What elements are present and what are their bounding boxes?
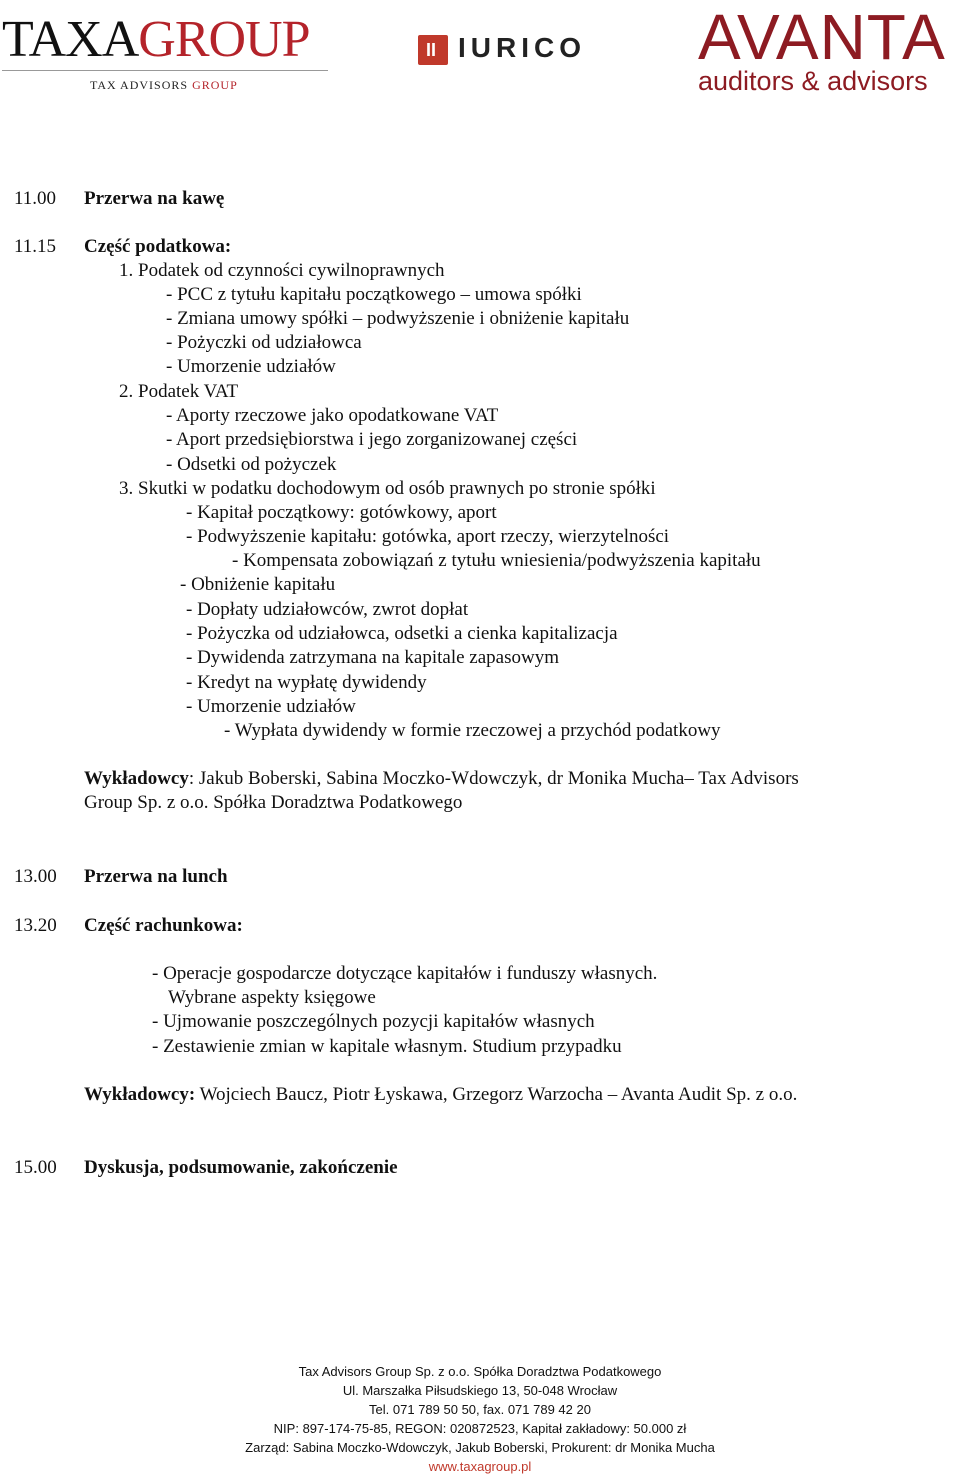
footer-phone: Tel. 071 789 50 50, fax. 071 789 42 20 — [369, 1402, 591, 1417]
accounting-item-cont: Wybrane aspekty księgowe — [168, 987, 376, 1008]
taxagroup-wordmark: TAXAGROUP — [2, 11, 310, 68]
iurico-mark-icon: II — [418, 35, 448, 65]
tax-item-3: 3. Skutki w podatku dochodowym od osób prawnych po stronie spółki — [119, 478, 656, 499]
accounting-lecturers: Wykładowcy: Wojciech Baucz, Piotr Łyskawa, Grzegorz Warzocha – Avanta Audit Sp. z o.o. — [84, 1084, 798, 1105]
tax-subitem: - Obniżenie kapitału — [180, 574, 336, 595]
tax-subitem: - Umorzenie udziałów — [166, 356, 336, 377]
tax-subitem: - Pożyczki od udziałowca — [166, 332, 362, 353]
footer-company: Tax Advisors Group Sp. z o.o. Spółka Doradztwa Podatkowego — [298, 1364, 662, 1379]
closing-time: 15.00 — [14, 1157, 57, 1178]
closing-title: Dyskusja, podsumowanie, zakończenie — [84, 1157, 398, 1178]
tax-item-2: 2. Podatek VAT — [119, 381, 239, 402]
tax-subitem: - Odsetki od pożyczek — [166, 454, 337, 475]
tax-subitem: - Dopłaty udziałowców, zwrot dopłat — [186, 599, 469, 620]
break1-title: Przerwa na kawę — [84, 188, 225, 209]
tax-time: 11.15 — [14, 236, 57, 257]
footer-board: Zarząd: Sabina Moczko-Wdowczyk, Jakub Boberski, Prokurent: dr Monika Mucha — [245, 1440, 715, 1455]
accounting-time: 13.20 — [14, 915, 57, 936]
tax-subitem: - Kapitał początkowy: gotówkowy, aport — [186, 502, 497, 523]
tax-item-1: 1. Podatek od czynności cywilnoprawnych — [119, 260, 445, 281]
tax-subitem: - Pożyczka od udziałowca, odsetki a cienka kapitalizacja — [186, 623, 618, 644]
footer-website-link[interactable]: www.taxagroup.pl — [428, 1459, 532, 1474]
tax-subitem: - Umorzenie udziałów — [186, 696, 356, 717]
accounting-title: Część rachunkowa: — [84, 915, 243, 936]
footer — [0, 1362, 960, 1476]
tax-title: Część podatkowa: — [84, 236, 232, 257]
accounting-item: - Zestawienie zmian w kapitale własnym. Studium przypadku — [152, 1036, 622, 1057]
tax-lecturers: Wykładowcy: Jakub Boberski, Sabina Moczko-Wdowczyk, dr Monika Mucha– Tax Advisors — [84, 768, 799, 789]
accounting-item: - Ujmowanie poszczególnych pozycji kapitałów własnych — [152, 1011, 595, 1032]
taxagroup-subtitle: TAX ADVISORS GROUP — [90, 78, 238, 92]
tax-subitem: - Podwyższenie kapitału: gotówka, aport rzeczy, wierzytelności — [186, 526, 670, 547]
tax-subitem: - PCC z tytułu kapitału początkowego – umowa spółki — [166, 284, 582, 305]
taxagroup-logo — [2, 8, 332, 98]
tax-lecturers-cont: Group Sp. z o.o. Spółka Doradztwa Podatkowego — [84, 792, 463, 813]
iurico-logo: IURICO — [458, 32, 586, 63]
tax-subitem: - Kredyt na wypłatę dywidendy — [186, 672, 427, 693]
avanta-logo: AVANTA — [698, 1, 946, 73]
tax-subitem: - Aport przedsiębiorstwa i jego zorganizowanej części — [166, 429, 578, 450]
accounting-item: - Operacje gospodarcze dotyczące kapitałów i funduszy własnych. — [152, 963, 658, 984]
avanta-subtitle: auditors & advisors — [698, 66, 928, 96]
tax-subitem: - Wypłata dywidendy w formie rzeczowej a przychód podatkowy — [224, 720, 721, 741]
taxagroup-divider — [2, 70, 328, 71]
tax-subitem: - Zmiana umowy spółki – podwyższenie i obniżenie kapitału — [166, 308, 630, 329]
footer-registry: NIP: 897-174-75-85, REGON: 020872523, Kapitał zakładowy: 50.000 zł — [273, 1421, 687, 1436]
lunch-time: 13.00 — [14, 866, 57, 887]
footer-address: Ul. Marszałka Piłsudskiego 13, 50-048 Wrocław — [342, 1383, 618, 1398]
tax-subitem: - Dywidenda zatrzymana na kapitale zapasowym — [186, 647, 559, 668]
break1-time: 11.00 — [14, 188, 57, 209]
lunch-title: Przerwa na lunch — [84, 866, 228, 887]
tax-subitem: - Kompensata zobowiązań z tytułu wniesienia/podwyższenia kapitału — [232, 550, 761, 571]
tax-subitem: - Aporty rzeczowe jako opodatkowane VAT — [166, 405, 499, 426]
